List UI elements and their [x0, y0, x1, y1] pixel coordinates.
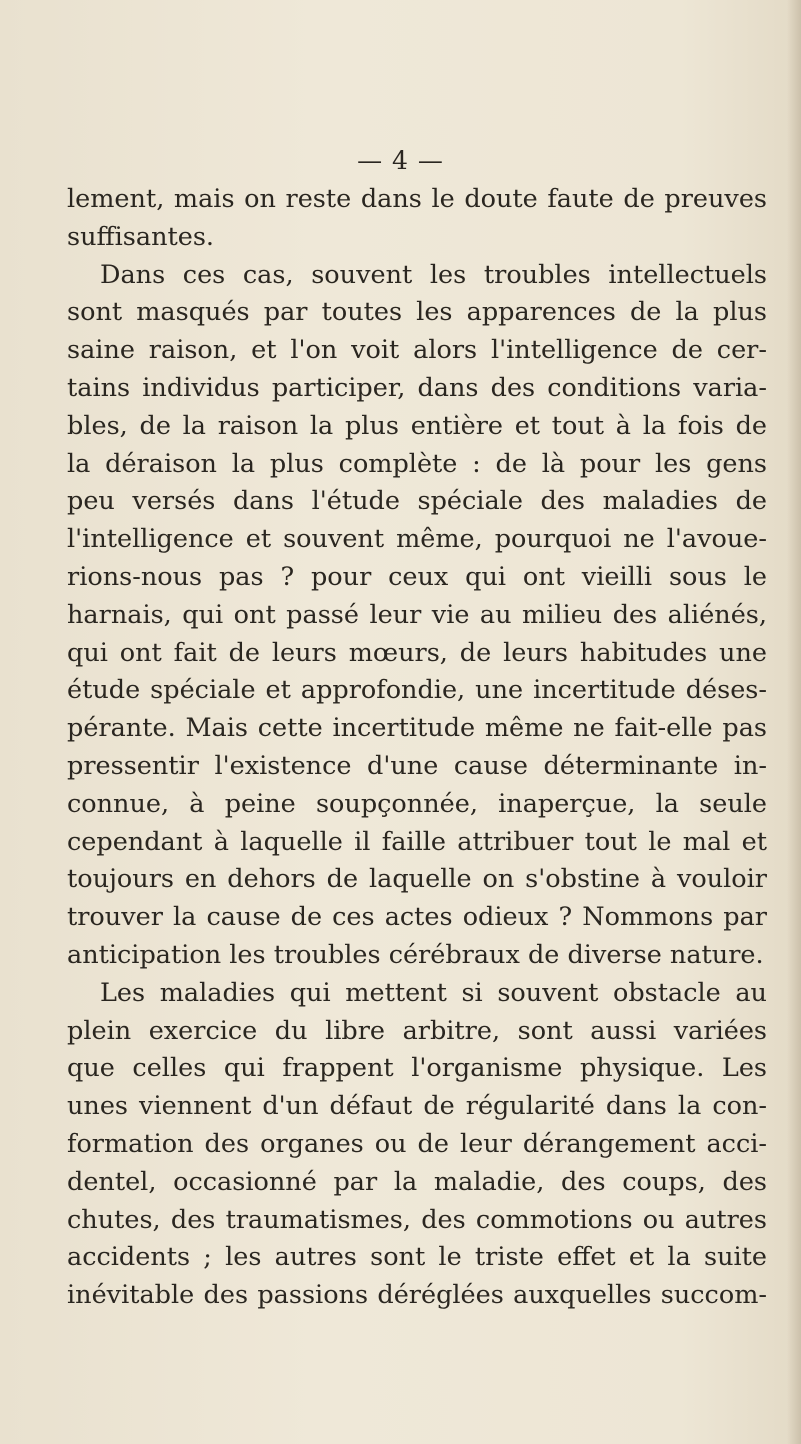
- text-line: étude spéciale et approfondie, une incertitude déses-: [67, 675, 767, 706]
- body-text: [67, 181, 767, 1315]
- text-line: dentel, occasionné par la maladie, des coups, des: [67, 1166, 767, 1197]
- text-line: que celles qui frappent l'organisme physique. Les: [67, 1053, 767, 1084]
- text-line: inévitable des passions déréglées auxquelles succom-: [67, 1280, 767, 1311]
- text-line: suffisantes.: [67, 221, 215, 252]
- text-line: Les maladies qui mettent si souvent obstacle au: [100, 977, 767, 1008]
- text-line: harnais, qui ont passé leur vie au milieu des aliénés,: [67, 599, 767, 630]
- text-line: cependant à laquelle il faille attribuer tout le mal et: [67, 826, 767, 857]
- text-line: la déraison la plus complète : de là pour les gens: [67, 448, 767, 479]
- text-line: tains individus participer, dans des conditions varia-: [67, 372, 767, 403]
- text-line: accidents ; les autres sont le triste effet et la suite: [67, 1242, 767, 1273]
- text-line: anticipation les troubles cérébraux de diverse nature.: [67, 939, 764, 970]
- text-line: formation des organes ou de leur dérangement acci-: [67, 1128, 767, 1159]
- text-line: unes viennent d'un défaut de régularité dans la con-: [67, 1091, 767, 1122]
- text-line: pérante. Mais cette incertitude même ne fait-elle pas: [67, 713, 767, 744]
- text-line: lement, mais on reste dans le doute faute de preuves: [67, 184, 767, 214]
- text-line: bles, de la raison la plus entière et tout à la fois de: [67, 410, 767, 441]
- text-line: pressentir l'existence d'une cause déterminante in-: [67, 750, 767, 781]
- text-line: peu versés dans l'étude spéciale des maladies de: [67, 486, 767, 517]
- text-line: plein exercice du libre arbitre, sont aussi variées: [67, 1015, 767, 1046]
- text-line: connue, à peine soupçonnée, inaperçue, la seule: [67, 788, 767, 819]
- text-line: Dans ces cas, souvent les troubles intellectuels: [100, 259, 767, 290]
- text-line: qui ont fait de leurs mœurs, de leurs habitudes une: [67, 637, 767, 668]
- text-line: sont masqués par toutes les apparences de la plus: [67, 297, 767, 328]
- page-edge-shadow: [787, 0, 801, 1444]
- text-line: toujours en dehors de laquelle on s'obstine à vouloir: [67, 864, 767, 895]
- page-number: — 4 —: [357, 146, 444, 175]
- text-line: rions-nous pas ? pour ceux qui ont vieilli sous le: [67, 561, 767, 592]
- text-line: saine raison, et l'on voit alors l'intelligence de cer-: [67, 335, 767, 366]
- text-line: trouver la cause de ces actes odieux ? Nommons par: [67, 902, 767, 933]
- text-line: chutes, des traumatismes, des commotions ou autres: [67, 1204, 767, 1235]
- text-line: l'intelligence et souvent même, pourquoi ne l'avoue-: [67, 524, 767, 555]
